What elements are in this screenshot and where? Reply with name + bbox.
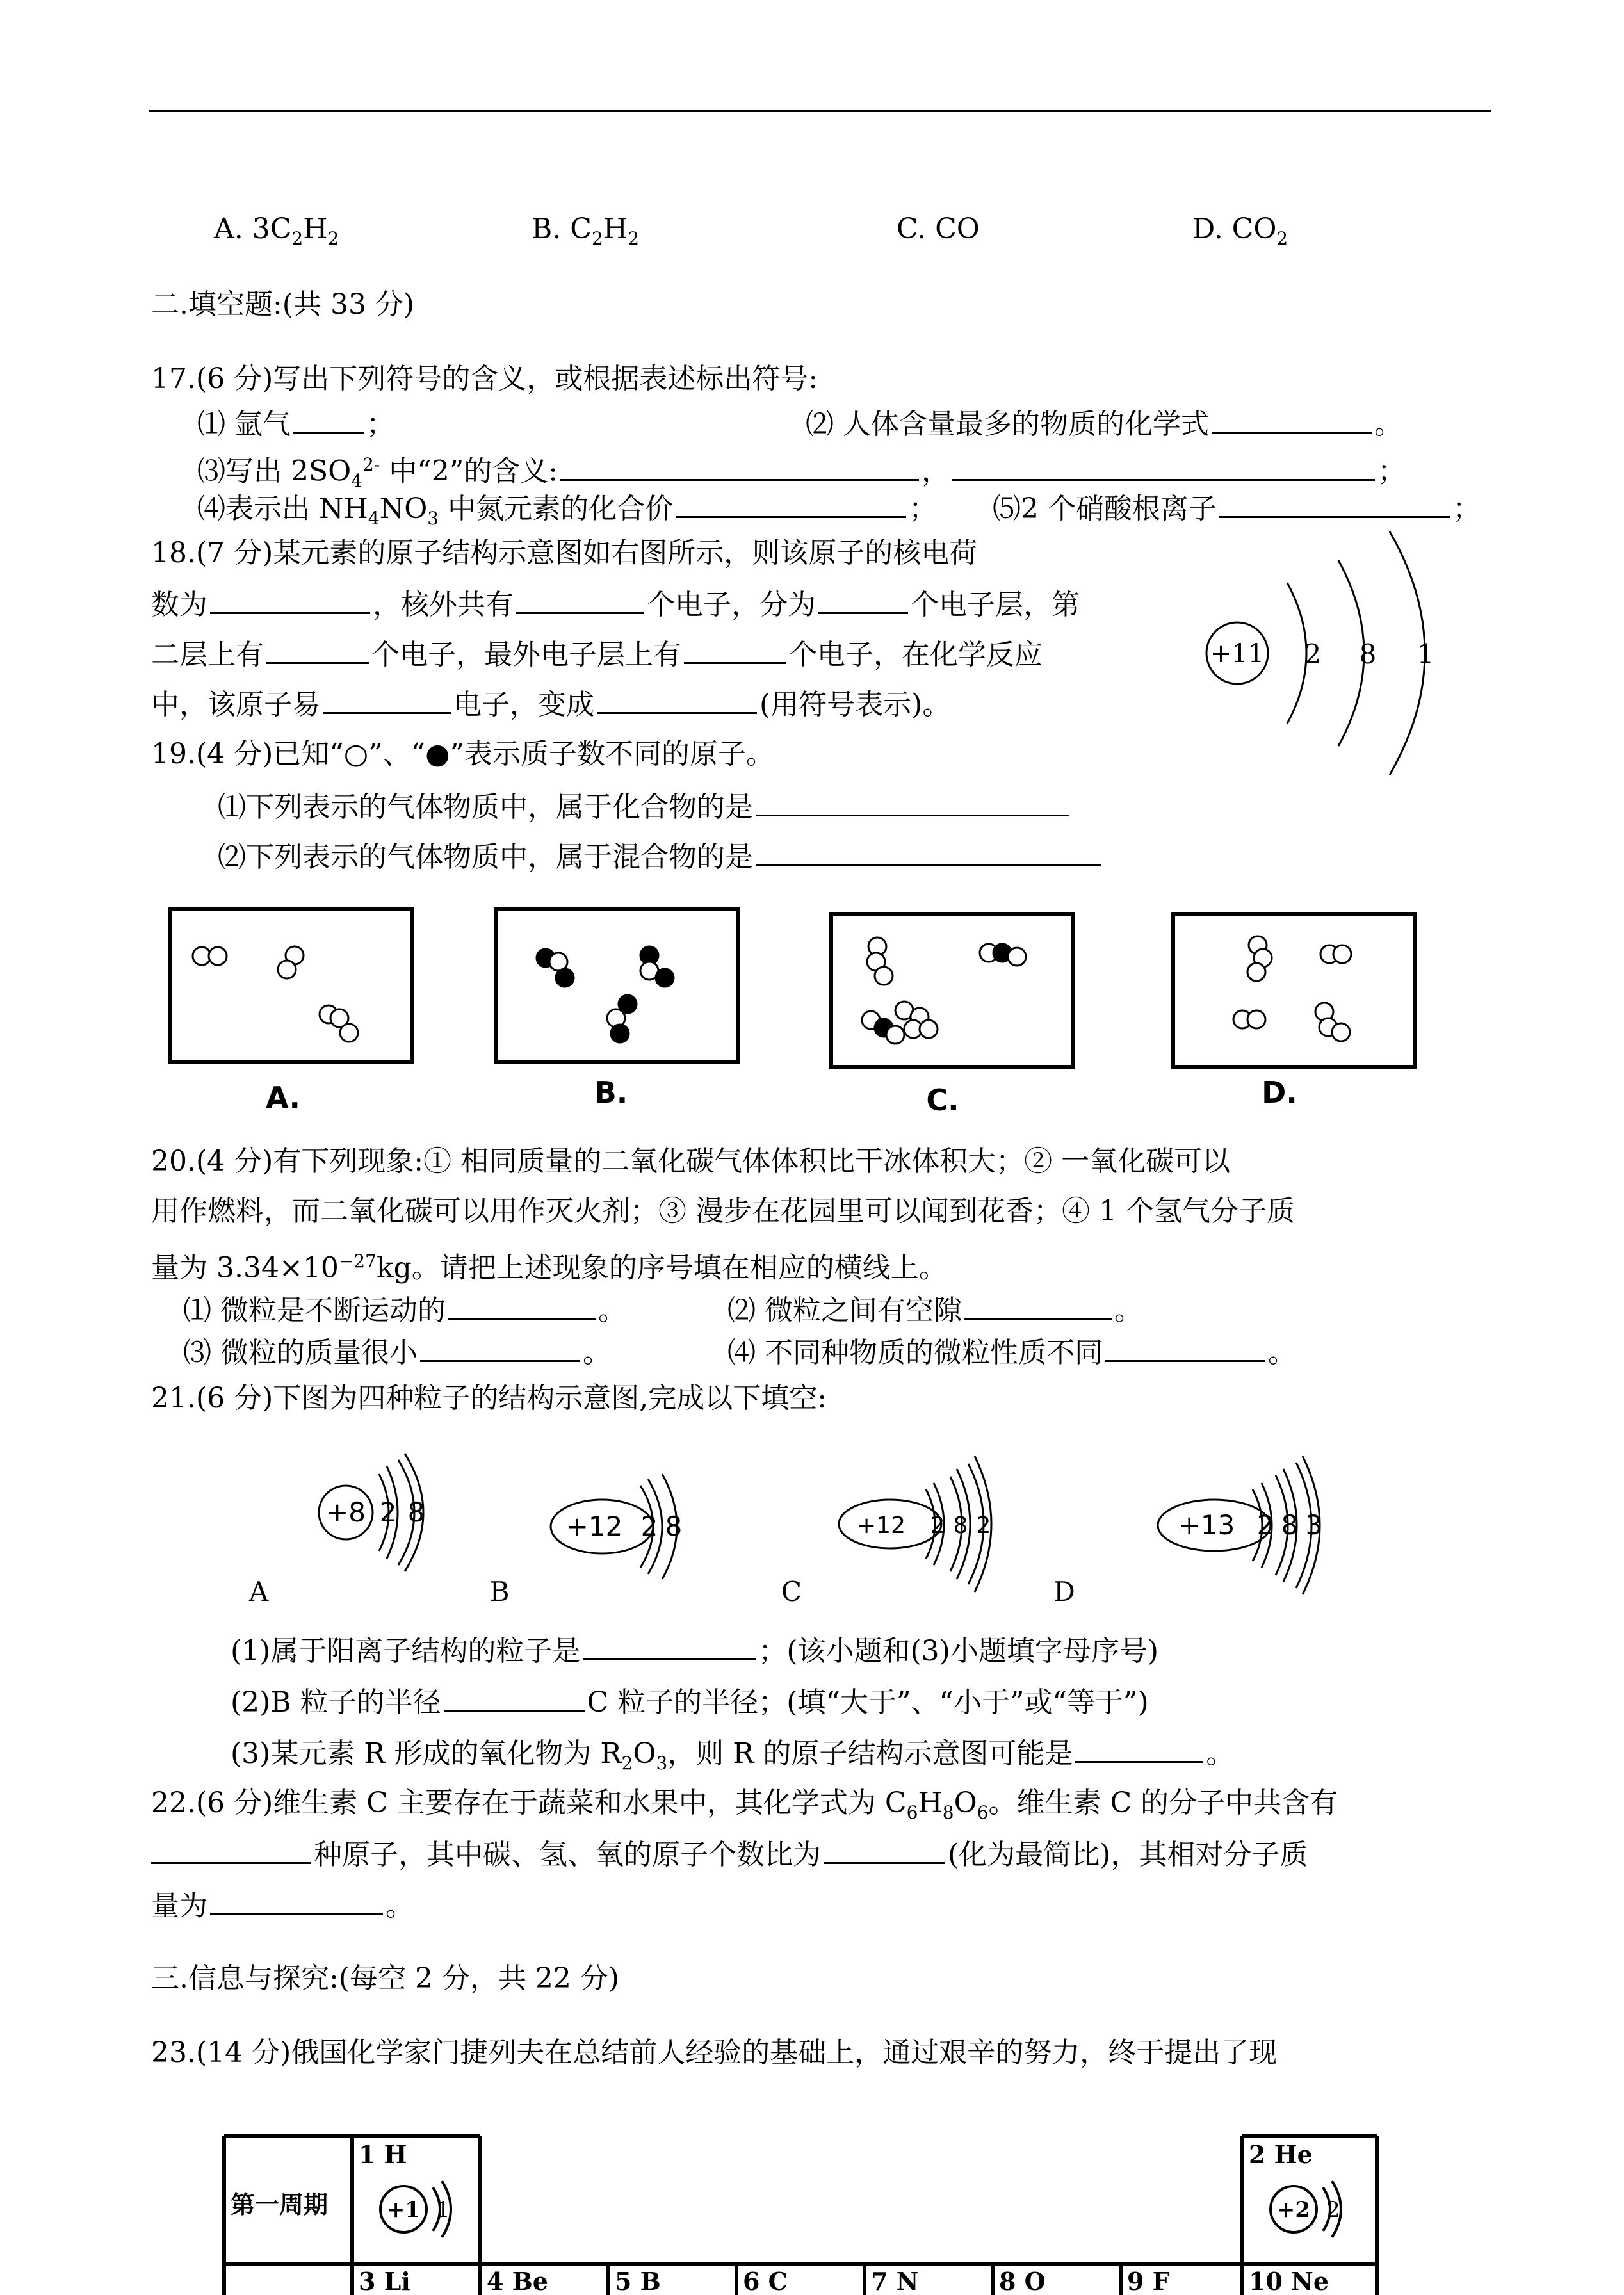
element-o-label: 8 O <box>999 2267 1046 2295</box>
q19-part1: ⑴下列表示的气体物质中，属于化合物的是 <box>218 786 1072 827</box>
q17-part4: ⑷表示出 $NH_4NO_3$ 中氮元素的化合价 ； <box>197 488 937 538</box>
q21-a-shell-1: 2 <box>379 1496 397 1528</box>
q20-part2: ⑵ 微粒之间有空隙 。 <box>727 1290 1142 1330</box>
q21-a-nucleus: +8 <box>326 1496 366 1528</box>
q19-stem: 19.(4 分)已知“○”、“●”表示质子数不同的原子。 <box>151 738 775 770</box>
answer-blank[interactable] <box>323 684 451 714</box>
element-li-label: 3 Li <box>359 2267 410 2295</box>
q17-part2: ⑵ 人体含量最多的物质的化学式 。 <box>806 403 1402 444</box>
q20-line2: 用作燃料，而二氧化碳可以用作灭火剂；③ 漫步在花园里可以闻到花香；④ 1 个氢气分子质 <box>151 1195 1295 1228</box>
q18-shell-3: 1 <box>1417 638 1434 670</box>
q21-c-nucleus: +12 <box>857 1512 905 1539</box>
q16-option-d: D. $CO_2$ <box>1192 213 1288 249</box>
h-nucleus: +1 <box>386 2197 421 2223</box>
element-b-label: 5 B <box>615 2267 661 2295</box>
answer-blank[interactable] <box>824 1834 945 1864</box>
answer-blank[interactable] <box>210 1885 383 1915</box>
answer-blank[interactable] <box>597 684 757 714</box>
answer-blank[interactable] <box>1219 488 1450 518</box>
q19-molecule-boxes <box>160 896 1441 1127</box>
q16-option-b: B. $C_2H_2$ <box>532 213 640 249</box>
q20-line1: 20.(4 分)有下列现象:① 相同质量的二氧化碳气体体积比干冰体积大；② 一氧化碳可以 <box>151 1145 1231 1178</box>
header-rule <box>149 110 1491 112</box>
answer-blank[interactable] <box>952 451 1375 481</box>
q21-stem: 21.(6 分)下图为四种粒子的结构示意图,完成以下填空: <box>151 1382 827 1415</box>
q20-part4: ⑷ 不同种物质的微粒性质不同 。 <box>727 1332 1296 1372</box>
he-shell: 2 <box>1326 2197 1340 2223</box>
q18-line4: 中，该原子易 电子，变成 (用符号表示)。 <box>151 684 950 724</box>
q18-atom-diagram <box>1191 525 1498 781</box>
q19-label-a: A. <box>266 1080 300 1115</box>
q22-line3: 量为 。 <box>151 1885 414 1926</box>
answer-blank[interactable] <box>756 786 1069 816</box>
q18-shell-1: 2 <box>1304 638 1322 670</box>
answer-blank[interactable] <box>444 1682 585 1712</box>
q21-label-a: A <box>248 1576 269 1607</box>
answer-blank[interactable] <box>448 1290 596 1320</box>
q21-d-shell-1: 2 <box>1256 1509 1274 1541</box>
q22-line2: 种原子，其中碳、氢、氧的原子个数比为 (化为最简比)，其相对分子质 <box>151 1834 1308 1874</box>
answer-blank[interactable] <box>964 1290 1112 1320</box>
q17-part1: ⑴ 氩气 ； <box>197 403 394 444</box>
element-c-label: 6 C <box>743 2267 788 2295</box>
q21-b-nucleus: +12 <box>565 1511 623 1542</box>
q21-d-shell-2: 8 <box>1281 1509 1299 1541</box>
answer-blank[interactable] <box>266 634 369 664</box>
q18-line2: 数为 ，核外共有 个电子，分为 个电子层，第 <box>151 584 1080 624</box>
q21-particle-diagrams <box>231 1441 1396 1620</box>
q23-stem: 23.(14 分)俄国化学家门捷列夫在总结前人经验的基础上，通过艰辛的努力，终于提出了现 <box>151 2036 1278 2069</box>
section2-title: 二.填空题:(共 33 分) <box>151 288 415 321</box>
period-1-label: 第一周期 <box>231 2190 329 2219</box>
q19-part2: ⑵下列表示的气体物质中，属于混合物的是 <box>218 836 1104 877</box>
element-f-label: 9 F <box>1127 2267 1170 2295</box>
q21-label-d: D <box>1053 1576 1075 1607</box>
q21-c-shell-3: 2 <box>976 1512 991 1539</box>
answer-blank[interactable] <box>1105 1332 1265 1362</box>
q21-c-shell-1: 2 <box>930 1512 945 1539</box>
answer-blank[interactable] <box>1075 1733 1203 1763</box>
answer-blank[interactable] <box>583 1630 756 1660</box>
q20-part1: ⑴ 微粒是不断运动的 。 <box>183 1290 626 1330</box>
answer-blank[interactable] <box>1212 403 1372 434</box>
element-n-label: 7 N <box>871 2267 919 2295</box>
q16-option-c: C. CO <box>897 213 980 245</box>
q21-d-nucleus: +13 <box>1178 1509 1235 1541</box>
q19-label-d: D. <box>1262 1075 1297 1110</box>
answer-blank[interactable] <box>210 584 370 614</box>
q16-option-a: A. $3C_2H_2$ <box>214 213 339 249</box>
q21-a-shell-2: 8 <box>407 1496 425 1528</box>
section3-title: 三.信息与探究:(每空 2 分，共 22 分) <box>151 1962 620 1995</box>
q21-part3: (3)某元素 R 形成的氧化物为 $R_2O_3$，则 R 的原子结构示意图可能是 。 <box>231 1733 1234 1783</box>
q18-line3: 二层上有 个电子，最外电子层上有 个电子，在化学反应 <box>151 634 1043 674</box>
q19-label-c: C. <box>926 1083 959 1117</box>
answer-blank[interactable] <box>420 1332 580 1362</box>
element-he-label: 2 He <box>1249 2140 1313 2169</box>
answer-blank[interactable] <box>151 1834 311 1864</box>
answer-blank[interactable] <box>818 584 908 614</box>
answer-blank[interactable] <box>684 634 786 664</box>
q21-part2: (2)B 粒子的半径 C 粒子的半径；(填“大于”、“小于”或“等于”) <box>231 1682 1149 1722</box>
q21-b-shell-1: 2 <box>640 1511 658 1542</box>
element-ne-label: 10 Ne <box>1249 2267 1329 2295</box>
q21-label-c: C <box>781 1576 802 1607</box>
q19-label-b: B. <box>594 1075 628 1110</box>
answer-blank[interactable] <box>756 836 1101 866</box>
q17-part5: ⑸2 个硝酸根离子 ； <box>993 488 1481 528</box>
q18-line1: 18.(7 分)某元素的原子结构示意图如右图所示，则该原子的核电荷 <box>151 537 978 569</box>
q21-part1: (1)属于阳离子结构的粒子是 ；(该小题和(3)小题填字母序号) <box>231 1630 1158 1671</box>
answer-blank[interactable] <box>560 451 919 481</box>
q20-part3: ⑶ 微粒的质量很小 。 <box>183 1332 611 1372</box>
h-shell: 1 <box>436 2197 450 2223</box>
q17-part3: ⑶写出 $2SO_4^{2-}$ 中“2”的含义: ， ； <box>197 446 1406 500</box>
answer-blank[interactable] <box>516 584 644 614</box>
q17-stem: 17.(6 分)写出下列符号的含义，或根据表述标出符号: <box>151 362 818 395</box>
q18-shell-2: 8 <box>1359 638 1377 670</box>
q18-nucleus-label: +11 <box>1210 639 1265 669</box>
q21-b-shell-2: 8 <box>665 1511 683 1542</box>
element-h-label: 1 H <box>359 2140 407 2169</box>
q20-line3: 量为 $3.34\times 10^{-27}kg$。请把上述现象的序号填在相应的横线上。 <box>151 1251 947 1285</box>
q21-label-b: B <box>489 1576 510 1607</box>
q21-d-shell-3: 3 <box>1305 1509 1323 1541</box>
q22-line1: 22.(6 分)维生素 C 主要存在于蔬菜和水果中，其化学式为 $C_6H_8O_6$。维生素 C 的分子中共含有 <box>151 1787 1338 1823</box>
periodic-table <box>218 2126 1383 2295</box>
answer-blank[interactable] <box>676 488 906 518</box>
he-nucleus: +2 <box>1276 2197 1311 2223</box>
answer-blank[interactable] <box>293 403 364 434</box>
element-be-label: 4 Be <box>487 2267 548 2295</box>
q21-c-shell-2: 8 <box>953 1512 968 1539</box>
